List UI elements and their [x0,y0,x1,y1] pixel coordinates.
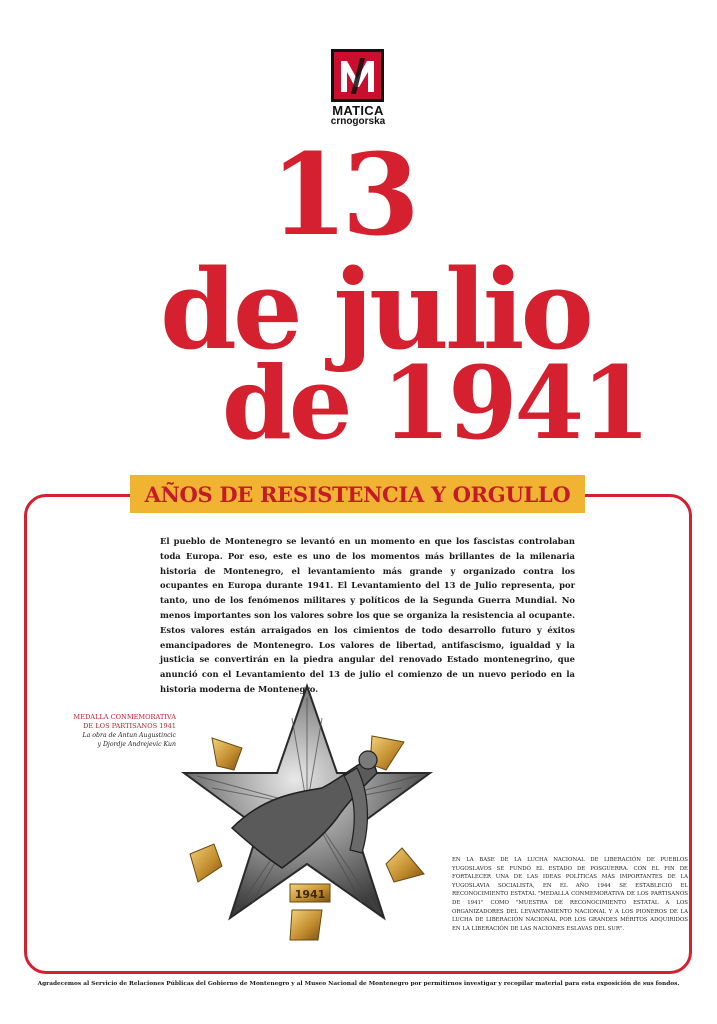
caption-title-line2: DE LOS PARTISANOS 1941 [83,722,176,730]
logo-brand: MATICA [332,103,384,118]
headline-year: de 1941 [222,344,648,462]
headline-month: de julio [160,245,590,374]
caption-credit-line2: y Djordje Andrejevic Kun [97,741,176,748]
matica-m-icon [334,52,381,99]
logo-sub: crnogorska [330,116,386,127]
caption-credit-line1: La obra de Antun Augustincic [82,732,176,739]
medal-year: 1941 [294,888,326,901]
partisan-medal-image [172,678,442,948]
matica-logo [331,49,384,102]
info-paragraph: EN LA BASE DE LA LUCHA NACIONAL DE LIBERACIÓN DE PUEBLOS YUGOSLAVOS SE FUNDÓ EL ESTADO DE POSGUERRA. CON EL FIN DE FORTALECER UNA DE LAS IDEAS POLÍTICAS MÁS IMPORTANTES DE LA YUGOSLAVIA SOCIALISTA, EN EL AÑO 1944 SE ESTABLECIÓ EL RECONOCIMIENTO ESTATAL "MEDALLA CONMEMORATIVA DE LOS PARTISANOS DE 1941" COMO "MUESTRA DE RECONOCIMIENTO ESTATAL A LOS ORGANIZADORES DEL LEVANTAMIENTO NACIONAL Y A LOS PIONEROS DE LA LUCHA DE LIBERACIÓN NACIONAL POR LOS GRANDES MÉRITOS ADQUIRIDOS EN LA LIBERACIÓN DE LAS NACIONES ESLAVAS DEL SUR". [452,857,688,932]
headline-day: 13 [270,130,414,261]
medal-caption [56,713,176,749]
title-banner [130,475,585,513]
caption-title-line1: MEDALLA CONMEMORATIVA [73,713,176,721]
footer-acknowledgement: Agradecemos al Servicio de Relaciones Públicas del Gobierno de Montenegro y al Museo Nacional de Montenegro por permitirnos investigar y recopilar material para esta exposición de sus fondos. [37,981,680,987]
partisan-medal-icon [172,678,442,948]
intro-paragraph: El pueblo de Montenegro se levantó en un momento en que los fascistas controlaban toda Europa. Por eso, este es uno de los momentos más brillantes de la milenaria historia de Montenegro, el levantamiento más grande y organizado contra los ocupantes en Europa durante 1941. El Levantamiento del 13 de Julio representa, por tanto, uno de los fenómenos militares y políticos de la Segunda Guerra Mundial. No menos importantes son los valores sobre los que se organiza la resistencia al ocupante. Estos valores están arraigados en los cimientos de todo desarrollo futuro y éxitos emancipadores de Montenegro. Los valores de libertad, antifascismo, igualdad y la justicia se convertirán en la piedra angular del renovado Estado montenegrino, que anunció con el Levantamiento del 13 de julio el comienzo de un nuevo periodo en la historia moderna de Montenegro. [160,536,575,694]
banner-title: AÑOS DE RESISTENCIA Y ORGULLO [144,481,571,507]
